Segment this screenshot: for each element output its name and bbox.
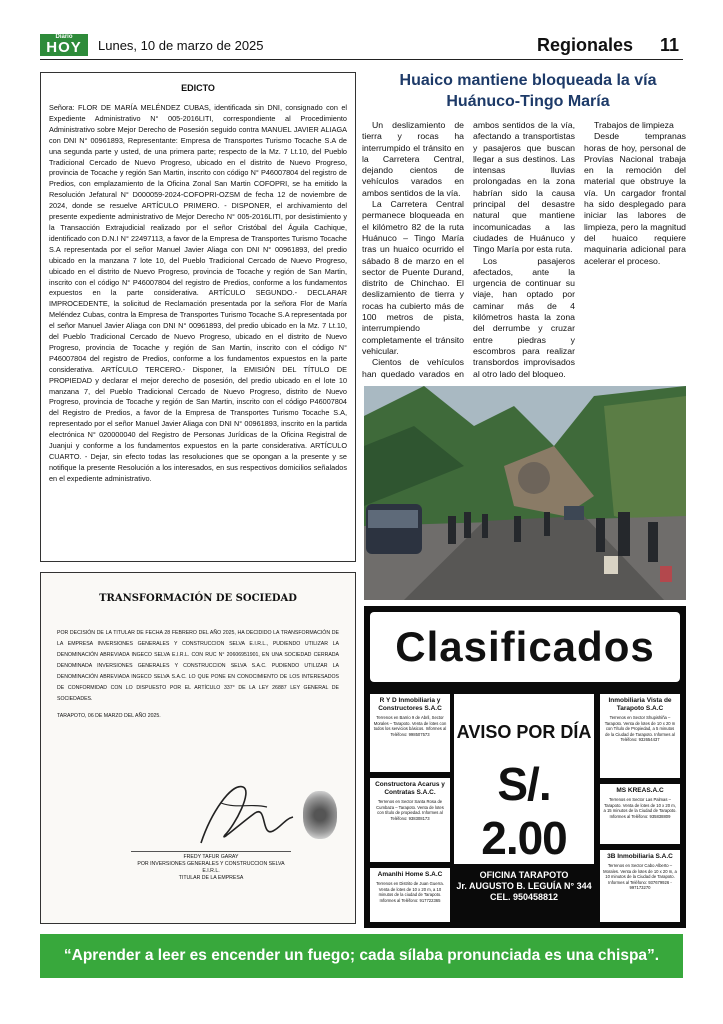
ad-text: Terrenos en Sector Cabo Alberto – Morales. Venta de lotes de 10 x 20 m, a 10 minutos de la Ciudad de Tarapoto. Informes al Teléfono: 937679926 - 997173270 <box>603 863 677 891</box>
transformation-title: TRANSFORMACIÓN DE SOCIEDAD <box>99 593 297 604</box>
classifieds-section <box>364 606 686 928</box>
article-paragraph: Desde tempranas horas de hoy, personal de Provías Nacional trabaja en la remoción del material que obstruye la vía. Un cargador frontal ha sido desplegado para iniciar las labores de limpieza, pero la magnitud del huaico requiere maquinaria adicional para acelerar el proceso. <box>584 131 686 266</box>
article-paragraph: La Carretera Central permanece bloqueada en el kilómetro 82 de la ruta Huánuco – Tingo María tras un huaico ocurrido el sábado 8 de marzo en el sector de Puente Durand, distrito de Chinchao. El deslizamiento de tierra y rocas ha cubierto más de 100 metros de pista, interrumpiendo completamente el tránsito vehicular. <box>362 199 464 356</box>
article-paragraph: Un deslizamiento de tierra y rocas ha interrumpido el tránsito en la Carretera Central, dejando cientos de vehículos varados en ambos sentidos de la vía. <box>362 120 464 198</box>
classified-ad <box>370 868 450 922</box>
article-subheading: Trabajos de limpieza <box>594 120 674 130</box>
ad-text: Terrenos en Sector Shupishiña – Tarapoto. Venta de lotes de 10 x 20 m con Título de Propiedad, a 5 minutos de la Ciudad de Tarapoto. Informes al Teléfono: 932654437 <box>604 715 676 743</box>
edicto-title: EDICTO <box>181 83 215 93</box>
classified-ad <box>370 694 450 772</box>
ad-price-box <box>454 694 594 922</box>
landslide-photo <box>364 386 686 600</box>
headline-line-1: Huaico mantiene bloqueada la vía <box>399 72 657 89</box>
transformation-place-date: TARAPOTO, 06 DE MARZO DEL AÑO 2025. <box>57 713 161 719</box>
ad-title: Constructora Acarus y Contratas S.A.C. <box>375 781 445 796</box>
signer-company: POR INVERSIONES GENERALES Y CONSTRUCCION SELVA E.I.R.L. <box>137 861 285 874</box>
classified-ad <box>600 694 680 778</box>
signer-name: FREDY TAFUR GARAY <box>183 854 239 860</box>
office-address: Jr. AUGUSTO B. LEGUÍA N° 344 <box>456 881 592 891</box>
ad-title: MS KREAS.A.C <box>616 787 664 794</box>
logo-text: HOY <box>46 39 82 56</box>
section-title: Regionales <box>536 35 633 55</box>
issue-date: Lunes, 10 de marzo de 2025 <box>98 38 264 53</box>
ad-text: Terrenos en Barrio 9 de Abril, Sector Morales – Tarapoto. Venta de lotes con todos los servicios básicos. Informes al Teléfono: 998507573 <box>373 715 447 737</box>
ad-title: Inmobiliaria Vista de Tarapoto S.A.C <box>608 697 672 712</box>
quote-banner: “Aprender a leer es encender un fuego; cada sílaba pronunciada es una chispa”. <box>40 934 683 978</box>
article-headline <box>370 70 686 112</box>
headline-line-2: Huánuco-Tingo María <box>446 93 610 110</box>
signature-image <box>181 773 301 853</box>
classified-ad <box>600 850 680 922</box>
ad-text: Terrenos en Sector Santa Rosa de Cumbaza – Tarapoto. Venta de lotes con título de propiedad. Informes al Teléfono: 938308173 <box>376 799 444 821</box>
signer-role: TITULAR DE LA EMPRESA <box>178 875 244 881</box>
article-paragraph: Cientos de vehículos han quedado varados en ambos sentidos de la vía, afectando a transportistas y pasajeros que buscan llegar a sus destinos. Las intensas lluvias prolongadas en la zona habrían sido la causa principal del desastre natural que mantiene incomunicadas a las ciudades de Huánuco y Tingo María por esta ruta. <box>362 120 575 379</box>
ad-text: Terrenos en Sector Las Palmas – Tarapoto. Venta de lotes de 10 x 20 m, a 15 minutos de la Ciudad de Tarapoto. Informes al Teléfono: 935838809 <box>603 797 677 819</box>
edicto-notice <box>40 72 356 562</box>
office-phone: CEL. 950458812 <box>489 892 559 902</box>
ad-text: Terrenos en Distrito de Juan Guerra. Venta de lotes de 10 x 20 m, a 10 minutos de la ciudad de Tarapoto. Informes al Teléfono: 917722365 <box>376 881 444 903</box>
aviso-label: AVISO POR DÍA <box>456 722 592 742</box>
transformation-body: POR DECISIÓN DE LA TITULAR DE FECHA 28 FEBRERO DEL AÑO 2025, HA DECIDIDO LA TRANSFORMACIÓN DE LA EMPRESA INVERSIONES GENERALES Y CONSTRUCCION SELVA E.I.R.L., PUDIENDO UTILIZAR LA DENOMINACIÓN ABREVIADA INGECO SELVA E.I.R.L. CON RUC N° 20606951901, EN UNA SOCIEDAD CERRADA DENOMINADA INVERSIONES GENERALES Y CONSTRUCCION SELVA S.A.C. PUDIENDO UTILIZAR LA DENOMINACIÓN ABREVIADA INGECO SELVA S.A.C. LO QUE PONE EN CONOCIMIENTO DE LOS INTERESADOS DE CONFORMIDAD CON LO DISPUESTO POR EL ARTÍCULO 337° DE LA LEY 26887 LEY GENERAL DE SOCIEDADES. <box>57 630 339 702</box>
office-name: OFICINA TARAPOTO <box>479 870 569 880</box>
office-info <box>454 864 594 922</box>
classified-ad <box>600 784 680 844</box>
logo-small-text: Diario <box>55 34 73 40</box>
article-paragraph: Los pasajeros afectados, ante la urgencia de continuar su viaje, han optado por caminar más de 4 kilómetros hasta la zona del derrumbe y cruzar entre piedras y escombros para realizar transbordos improvisados al otro lado del bloqueo. <box>473 255 575 379</box>
edicto-body: Señora: FLOR DE MARÍA MELÉNDEZ CUBAS, identificada sin DNI, consignado con el Expediente Administrativo N° 005-2016LITI, correspondiente al Procedimiento Administrativo sobre Mejor Derecho de Posesión seguido contra MANUEL JAVIER ALIAGA con DNI N° 00961893, Representante: Empresa de Transportes Turismo Tocache S.A de una segunda parte y usted, de una primera parte; respecto de la Mz. 7 Lt.10, del Pueblo Tradicional Cercado de Nuevo Progreso, ubicado en el distrito de Nuevo Progreso, provincia de Tocache y región San Martin, inscrito con código N° P46007804 del registro de Predios, con emplazamiento de la Oficina Zonal San Martin COFOPRI, se ha emitido la Resolución Jefatural N° D000059-2024-COFOPRI-OZSM de fecha 12 de noviembre de 2024, donde se resuelve ARTÍCULO PRIMERO. - DISPONER, el archivamiento del presente expediente administrativo de Mejor Derecho N° 005-2016LITI, por desistimiento y la Transacción Extrajudicial realizado por el señor Cristóbal del Águila Cachique, identificado con D.N.I N° 22497113, a favor de la Empresa de Transportes Turismo Tocache S.A representada por el señor Manuel Javier Aliaga con DNI N° 00961893, del predio ubicado en la manzana 7 lote 10, del Pueblo Tradicional Cercado de Nuevo Progreso, ubicado en el distrito de Nuevo Progreso, provincia de Tocache y región de San Martin, inscrito con el código N° P46007804 del registro de Predios, conforme a los fundamentos expuestos en la parte considerativa. ARTÍCULO SEGUNDO.- DECLARAR IMPROCEDENTE, la solicitud de Reclamación presentada por la señora Flor de María Meléndez Cubas, contra la Empresa de Transportes Turismo Tocache S.A representada por el señor Manuel Javier Aliaga con DNI N° 00961893, del predio ubicado en la Mz. 7 Lt.10, del Pueblo Tradicional Cercado de Nuevo Progreso, ubicado en el distrito de Nuevo Progreso, provincia de Tocache y región de San Martin, inscrito con el código N° P46007804 del registro de Predios, conforme a los fundamentos expuestos en la parte considerativa. ARTÍCULO TERCERO.- Disponer, la EMISIÓN DEL TÍTULO DE PROPIEDAD y declarar el mejor derecho de posesión, del predio ubicado en el lote 10 manzana 7, del Pueblo Tradicional Cercado de Nuevo Progreso, distrito de Nuevo Progreso, provincia de Tocache y región de San Martin, inscrito con el código P46007804 del Registro de Predios, a favor de la Empresa de Transportes Turismo Tocache S.A, representado por el señor Manuel Javier Aliaga con DNI N° 00961893, inscrito en la partida electrónica N° 020000040 del Registro de Personas Jurídicas de la Oficina Registral de Juanjui y conforme a los fundamentos expuestos en la parte considerativa. ARTÍCULO CUARTO. - Dejar, sin efecto todas las resoluciones que se opongan a la presente y se notifique la presente Resolución a los interesados, en sus respectivos domicilios señalados en el expediente administrativo. <box>49 103 347 483</box>
page-header <box>40 30 683 60</box>
signer-block <box>131 851 291 882</box>
company-transformation-notice <box>40 572 356 924</box>
article-body <box>362 120 686 382</box>
ad-title: 3B Inmobiliaria S.A.C <box>607 853 673 860</box>
classifieds-banner: Clasificados <box>370 612 680 682</box>
page-number: 11 <box>659 35 679 55</box>
ad-title: R Y D Inmobiliaria y Constructores S.A.C <box>378 697 442 712</box>
newspaper-logo <box>40 34 88 56</box>
ad-title: Amanlhi Home S.A.C <box>377 871 443 878</box>
classified-ad <box>370 778 450 862</box>
fingerprint-image <box>303 791 337 839</box>
aviso-price: S/. 2.00 <box>481 758 567 864</box>
